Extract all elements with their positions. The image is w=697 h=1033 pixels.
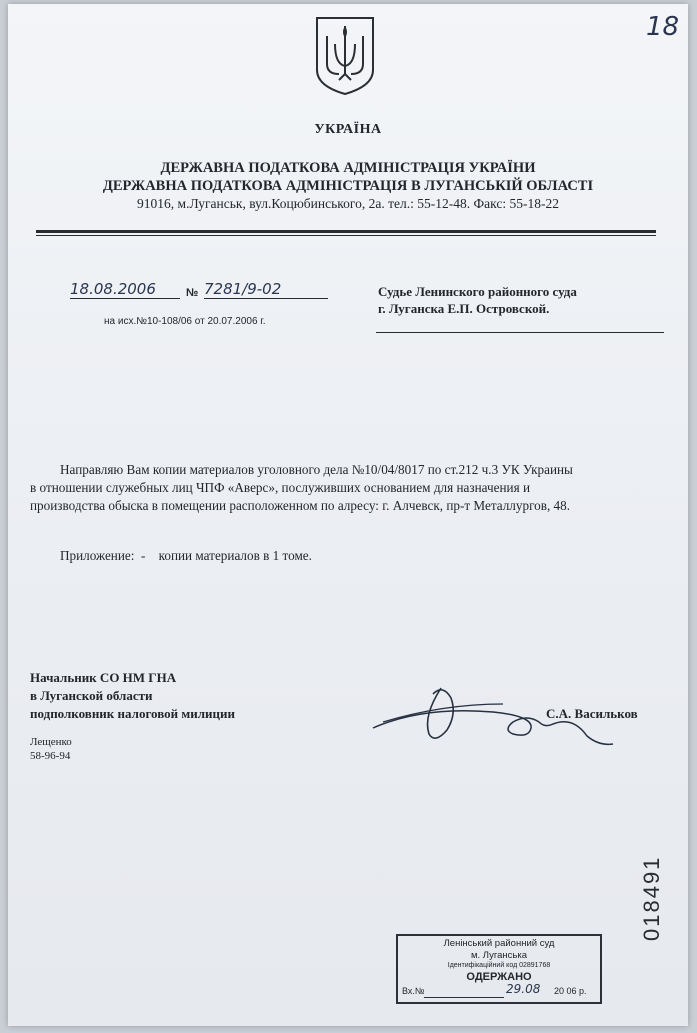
receipt-stamp xyxy=(396,934,602,1004)
signer-title-line-2: в Луганской области xyxy=(30,688,153,703)
executor-phone: 58-96-94 xyxy=(30,750,71,762)
receipt-stamp-court: Ленінський районний суд xyxy=(443,938,555,949)
page-number: 18 xyxy=(646,12,680,42)
trident-emblem-icon xyxy=(313,14,377,96)
body-paragraph-line-1: Направляю Вам копии материалов уголовного дела №10/04/8017 по ст.212 ч.3 УК Украины xyxy=(60,462,573,477)
handwritten-signature xyxy=(363,676,623,756)
addressee-underline xyxy=(376,332,664,333)
outgoing-date: 18.08.2006 xyxy=(70,280,180,299)
signer-title-line-3: подполковник налоговой милиции xyxy=(30,706,235,721)
document-page xyxy=(8,4,688,1026)
receipt-stamp-city: м. Луганська xyxy=(470,950,528,961)
receipt-stamp-code: Ідентифікаційний код 02891768 xyxy=(447,962,551,969)
header-divider-thin xyxy=(36,235,656,236)
executor-name: Лещенко xyxy=(30,736,72,748)
receipt-stamp-year: 20 06 р. xyxy=(554,986,587,996)
body-paragraph-line-2: в отношении служебных лиц ЧПФ «Аверс», послуживших основанием для назначения и xyxy=(30,480,531,495)
number-label: № xyxy=(186,287,199,299)
incoming-reference: на исх.№10-108/06 от 20.07.2006 г. xyxy=(104,316,266,327)
org-line-1: ДЕРЖАВНА ПОДАТКОВА АДМІНІСТРАЦІЯ УКРАЇНИ xyxy=(160,160,536,176)
addressee-line-2: г. Луганска Е.П. Островской. xyxy=(378,301,550,316)
attachment-line: Приложение: - копии материалов в 1 томе. xyxy=(60,548,312,563)
registration-stamp-number: 018491 xyxy=(639,855,664,941)
header-divider xyxy=(36,230,656,233)
receipt-stamp-in-label: Вх.№ xyxy=(402,986,425,996)
org-line-2: ДЕРЖАВНА ПОДАТКОВА АДМІНІСТРАЦІЯ В ЛУГАНСЬКІЙ ОБЛАСТІ xyxy=(102,178,594,194)
signer-name: С.А. Васильков xyxy=(546,706,638,721)
signer-title-line-1: Начальник СО НМ ГНА xyxy=(30,670,177,685)
receipt-stamp-received: ОДЕРЖАНО xyxy=(466,971,532,983)
org-address: 91016, м.Луганськ, вул.Коцюбинського, 2а. тел.: 55-12-48. Факс: 55-18-22 xyxy=(137,196,559,211)
addressee-line-1: Судье Ленинского районного суда xyxy=(378,284,577,299)
receipt-stamp-date: 29.08 xyxy=(506,982,541,996)
receipt-stamp-in-line xyxy=(424,997,504,998)
outgoing-number: 7281/9-02 xyxy=(204,280,328,299)
body-paragraph-line-3: производства обыска в помещении расположенном по алресу: г. Алчевск, пр-т Металлургов, 48. xyxy=(30,498,571,513)
country-title: УКРАЇНА xyxy=(314,122,382,137)
